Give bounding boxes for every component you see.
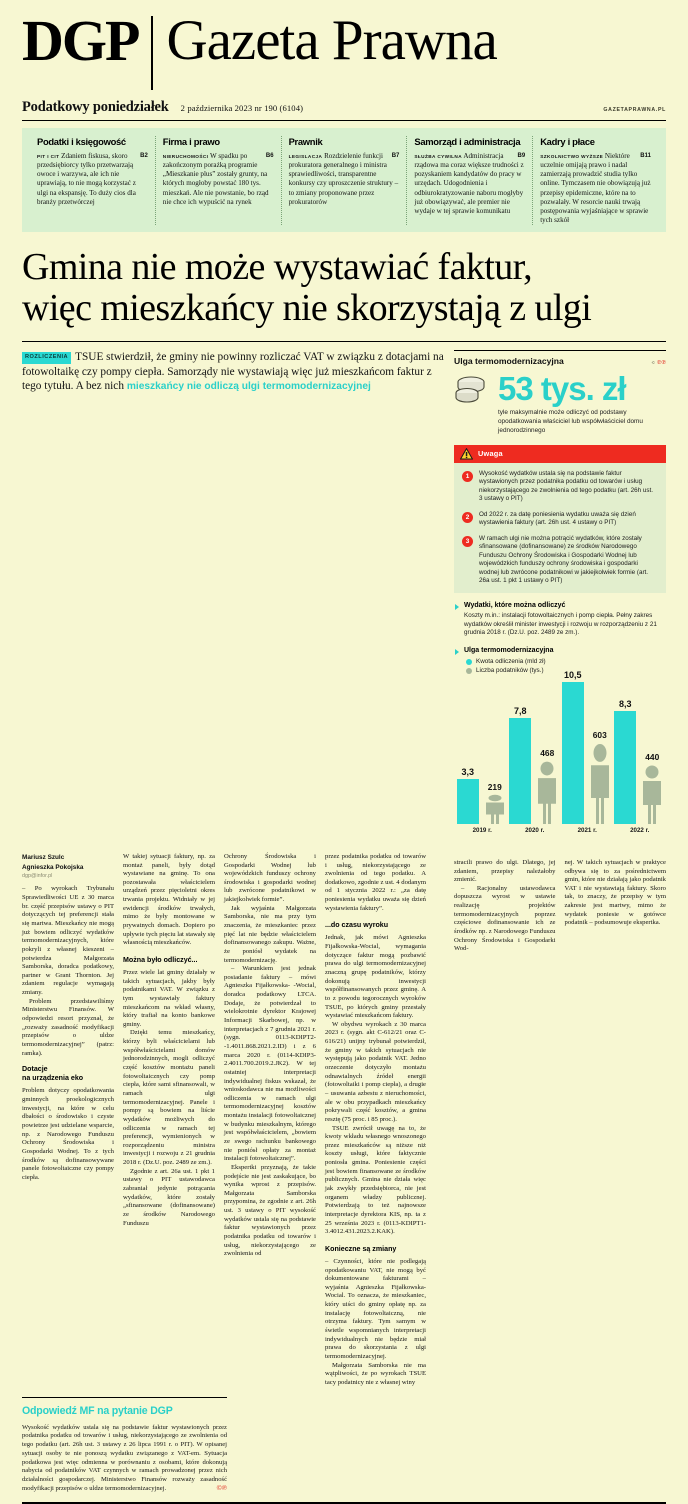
sidebar-infographic bbox=[454, 350, 666, 843]
big-figure-row bbox=[454, 370, 666, 408]
website-logo: GAZETAPRAWNA.PL bbox=[603, 107, 666, 113]
page-ref: B2 bbox=[140, 153, 148, 159]
x-label: 2020 r. bbox=[525, 826, 545, 834]
teaser-body: Zdaniem fiskusa, skoro przedsiębiorcy tylko przetwarzają owoce i warzywa, ale ich nie uprawiają, to nie mogą korzystać z ulgi na ekspansję. To duży cios dla branży przetwórczej bbox=[37, 152, 136, 206]
masthead-rule bbox=[22, 120, 666, 121]
paragraph: Jednak, jak mówi Agnieszka Fijałkowska-Wocial, wymagania dotyczące faktur mogą pozbawić prawa do ulgi termomodernizacyjnej znaczną grupę podatników, którzy dokonują inwestycji współfinansowanych przez gminę. A to z powodu tegorocznych wyroków TSUE, po których gminy przestały wystawiać mieszkańcom faktury. bbox=[325, 934, 426, 1020]
sidebar-trailing-text bbox=[454, 859, 666, 1494]
big-number: 53 tys. zł bbox=[498, 370, 626, 408]
section-teaser-strip bbox=[22, 128, 666, 232]
pictogram-taxpayers bbox=[482, 781, 508, 824]
section-title: Firma i prawo bbox=[162, 136, 220, 147]
pictogram-taxpayers bbox=[639, 751, 665, 824]
pictogram-taxpayers bbox=[587, 729, 613, 824]
big-number-caption: tyle maksymalnie może odliczyć od podstawy opodatkowania właściciel lub współwłaściciel domu jednorodzinnego bbox=[498, 409, 643, 435]
paragraph: Jak wyjaśnia Małgorzata Samborska, nie ma przy tym znaczenia, że mieszkaniec przez pięć lat nie będzie właścicielem dofinansowanego zakupu. Ważne, że poniósł wydatek na termomodernizację. bbox=[224, 904, 316, 964]
logo-dgp: DGP bbox=[22, 8, 139, 73]
sidebar-header bbox=[454, 350, 666, 366]
section-tag: SŁUŻBA CYWILNA bbox=[414, 154, 462, 159]
warning-note bbox=[454, 504, 666, 528]
paragraph: Przez wiele lat gminy działały w takich sytuacjach, jakby były podatnikami VAT. W związku z tym wystawiały faktury mieszkańcom na wkład własny, który trafiał na konto bankowe gminy. bbox=[123, 968, 215, 1028]
paragraph: TSUE zwrócił uwagę na to, że kwoty wkładu własnego wnoszonego przez mieszkańców są niższe niż koszty usługi, które faktycznie poniosła gmina. Poniesienie części jest bowiem finansowane ze środków publicznych. Gmina nie działa więc jak zwykły przedsiębiorca, nie jest organem władzy publicznej. Potwierdzają to też najnowsze interpretacje dyrektora KIS, np. ta z 25 września 2023 r. (0113-KDIPT1-3.4012.431.2023.2.KAK). bbox=[325, 1124, 426, 1236]
article-column-1 bbox=[22, 853, 123, 1388]
paragraph: – Po wyrokach Trybunału Sprawiedliwości UE z 30 marca br. część przepisów ustawy o PIT dotyczących tej preferencji stała się martwa. Mieszkańcy nie mogą już bowiem odliczyć wydatków termomodernizacyjnych, które pokryli z własnej kieszeni – potwierdza Małgorzata Samborska, doradca podatkowy, partner w Grant Thornton. Jej zdaniem regulacje wymagają zmiany. bbox=[22, 885, 114, 997]
byline-author-2: Agnieszka Pokojska bbox=[22, 864, 84, 872]
article-text-zone bbox=[22, 853, 454, 1494]
section-tag: NIERUCHOMOŚCI bbox=[162, 154, 209, 159]
subheading: Konieczne są zmiany bbox=[325, 1244, 397, 1253]
note-number: 1 bbox=[462, 471, 473, 482]
section-teaser-kadry[interactable] bbox=[532, 136, 658, 225]
section-title: Prawnik bbox=[288, 136, 323, 147]
x-label: 2019 r. bbox=[472, 826, 492, 834]
page-ref: B9 bbox=[517, 153, 526, 159]
headline-line-2: więc mieszkańcy nie skorzystają z ulgi bbox=[22, 286, 592, 329]
subheading: Dotacje na urządzenia eko bbox=[22, 1065, 84, 1083]
main-headline[interactable] bbox=[22, 247, 666, 328]
logo-title: Gazeta Prawna bbox=[166, 9, 497, 72]
note-text: Wysokość wydatków ustala się na podstawie faktur wystawionych przez podatnika podatku od towarów i usług niekorzystającego ze zwolnienia od tego podatku (art. 26h ust. 3 ustawy o PIT) bbox=[479, 469, 653, 503]
section-tag: SZKOLNICTWO WYŻSZE bbox=[540, 154, 604, 159]
pictogram-value: 468 bbox=[540, 747, 555, 758]
section-teaser-text bbox=[540, 152, 651, 225]
masthead bbox=[22, 0, 666, 90]
mf-box-title: Odpowiedź MF na pytanie DGP bbox=[22, 1404, 173, 1417]
article-column-2 bbox=[123, 853, 224, 1388]
section-title: Samorząd i administracja bbox=[414, 136, 521, 147]
bar-value: 7,8 bbox=[513, 705, 527, 716]
paragraph: Małgorzata Samborska nie ma wątpliwości, że po wyrokach TSUE tacy podatnicy nie z własnej winy bbox=[325, 1361, 426, 1386]
section-tag: LEGISLACJA bbox=[288, 154, 323, 159]
warning-note bbox=[454, 528, 666, 586]
paragraph: – Racjonalny ustawodawca dopuszcza wyrost w ustawie realizację projektów termomodernizacyjnych poprzez częściowe dofinansowanie ich ze środków np. z Narodowego Funduszu Ochrony Środowiska i Gospodarki Wod- bbox=[454, 884, 556, 953]
mf-box-text: Wysokość wydatków ustala się na podstawie faktur wystawionych przez podatnika podatku od towarów i usług, niekorzystającego ze zwolnienia od tego podatku (art. 26h ust. 3 ustawy z 26 lipca 1991 r. o PIT). W opisanej sytuacji osoby te nie ponoszą wydatku związanego z VAT-em. Sytuacja podatkowa jest więc odmienna w porównaniu z osobami, które dokonują nabycia od podatników VAT czynnych w ramach prowadzonej przez nich działalności gospodarczej. Ministerstwo Finansów rozważy zasadność modyfikacji przepisów o uldze termomodernizacyjnej. ©℗ bbox=[22, 1423, 227, 1492]
deductible-expenses-title: Wydatki, które można odliczyć bbox=[454, 602, 666, 609]
copyright-mark: © ℗℗ bbox=[651, 360, 666, 367]
warning-label: Uwaga bbox=[478, 449, 503, 459]
article-body-3 bbox=[224, 853, 316, 1259]
paragraph: stracili prawo do ulgi. Dlatego, jej zdaniem, przepisy należałoby zmienić. bbox=[454, 858, 556, 884]
section-teaser-podatki[interactable] bbox=[30, 136, 155, 225]
paragraph: Dzięki temu mieszkańcy, którzy byli właścicielami lub współwłaścicielami domów jednorodzinnych, mogli odliczyć część kosztów montażu paneli fotowoltaicznych czy pomp ciepła, które sami sfinansowali, w ramach ulgi termomodernizacyjnej. Panele i pompy są bowiem na liście wydatków możliwych do odliczenia w ramach tej preferencji, wymienionych w rozporządzeniu ministra inwestycji i rozwoju z 21 grudnia 2018 r. (Dz.U. poz. 2489 ze zm.). bbox=[123, 1029, 215, 1167]
chart-legend bbox=[454, 657, 666, 676]
page-ref: B6 bbox=[265, 153, 274, 159]
warning-note bbox=[454, 463, 666, 504]
article-columns bbox=[22, 853, 444, 1388]
chart-section bbox=[454, 647, 666, 844]
legend-item-amount: Kwota odliczenia (mld zł) bbox=[466, 657, 666, 666]
note-text: W ramach ulgi nie można potrącić wydatków, które zostały sfinansowane (dofinansowane) ze środków Narodowego Funduszu Ochrony Środowiska i Gospodarki Wodnej lub wojewódzkich funduszy ochrony środowiska i gospodarki wodnej lub zwrócone podatnikowi w jakiejkolwiek formie (art. 26a ust. 1 pkt 1 ustawy o PIT) bbox=[479, 534, 649, 585]
bar-amount bbox=[509, 705, 531, 824]
lead-body: TSUE stwierdził, że gminy nie powinny rozliczać VAT w związku z dotacjami na fotowoltaikę czy pompy ciepła. Samorządy nie wystawiają więc już mieszkańcom faktur z tego tytułu. A bez nich bbox=[22, 351, 444, 393]
bar-value: 3,3 bbox=[461, 766, 475, 777]
teaser-body: Rozdzielenie funkcji prokuratora generalnego i ministra sprawiedliwości, transparentne konkursy czy uproszczenie struktury – to zmiany proponowane przez prokuratorów bbox=[288, 152, 399, 206]
subheading: ...do czasu wyroku bbox=[325, 921, 389, 930]
bar-value: 10,5 bbox=[563, 669, 582, 680]
article-column-4 bbox=[325, 853, 426, 1388]
paragraph: Problem przedstawiliśmy Ministerstwu Finansów. W odpowiedzi resort przyznał, że „rozważy zasadność modyfikacji przepisów o uldze termomodernizacyjnej” (patrz: ramka). bbox=[22, 997, 114, 1057]
note-text: Od 2022 r. za datę poniesienia wydatku uważa się dzień wystawienia faktury (art. 26h ust. 4 ustawy o PIT) bbox=[479, 510, 636, 527]
chart-x-labels bbox=[456, 827, 666, 834]
paragraph: Ochrony Środowiska i Gospodarki Wodnej lub wojewódzkich funduszy ochrony środowiska i gospodarki wodnej lub zwrócone podatnikowi w jakiejkolwiek formie”. bbox=[224, 852, 316, 904]
chart-group-2020 bbox=[509, 705, 562, 824]
lead-paragraph bbox=[22, 350, 454, 843]
article-column-6 bbox=[565, 859, 667, 1494]
lead-row bbox=[22, 350, 666, 843]
page-ref: B11 bbox=[640, 153, 651, 159]
chart-group-2021 bbox=[561, 669, 614, 824]
chart-group-2019 bbox=[456, 766, 509, 824]
section-tag: PIT I CIT bbox=[37, 154, 60, 159]
article-main bbox=[22, 853, 666, 1494]
lead-text bbox=[22, 350, 444, 393]
warning-bar bbox=[454, 445, 666, 463]
pictogram-value: 603 bbox=[592, 729, 607, 740]
bar-amount bbox=[614, 698, 636, 824]
paragraph: W obydwu wyrokach z 30 marca 2023 r. (sygn. akt C-612/21 oraz C-616/21) unijny trybunał potwierdził, że gminy w takich sytuacjach nie występują jako podatnik VAT. Jedno orzeczenie dotyczyło montażu odnawialnych źródeł energii (fotowoltaiki i pomp ciepła), a drugie – usuwania azbestu z nieruchomości, ale w obu przypadkach mieszkańcy pokrywali część kosztów, a gmina resztę (75 proc. i 85 proc.). bbox=[325, 1020, 426, 1123]
deductible-expenses-text: Koszty m.in.: instalacji fotowoltaicznych i pomp ciepła. Pełny zakres wydatków określił minister inwestycji i rozwoju w rozporządzeniu z 21 grudnia 2018 r. (Dz.U. poz. 2489 ze zm.). bbox=[464, 611, 657, 637]
section-teaser-prawnik[interactable] bbox=[281, 136, 407, 225]
teaser-body: Administracja rządowa ma coraz większe trudności z pozyskaniem kandydatów do pracy w urzędach. Udogodnienia i odbiurokratyzowanie naboru mogłyby już obowiązywać, ale premier nie wydaje w tej sprawie komunikatu bbox=[414, 152, 524, 215]
paragraph: W takiej sytuacji faktury, np. za montaż paneli, były dotąd wystawiane na gminę. To ona pozostawała właścicielem urządzeń przez pięcioletni okres trwania projektu. Widniały w jej ewidencji środków trwałych, mimo że były montowane w prywatnych domach. Dopiero po upływie tych pięciu lat stawały się własnością mieszkańców. bbox=[123, 852, 215, 947]
chart-title: Ulga termomodernizacyjna bbox=[454, 647, 666, 654]
paragraph: Problem dotyczy opodatkowania gminnych proekologicznych inwestycji, na które w celu dbałości o środowisko i czyste powietrze jest udzielane wsparcie, np. z Narodowego Funduszu Ochrony Środowiska i Gospodarki Wodnej. To z tych środków są dofinansowywane panele fotowoltaiczne czy pompy ciepła. bbox=[22, 1087, 114, 1181]
article-body-4 bbox=[325, 853, 426, 1388]
legend-item-taxpayers: Liczba podatników (tys.) bbox=[466, 666, 666, 675]
paragraph: Ekspertki przyznają, że takie podejście nie jest zaskakujące, bo wynika wprost z przepisów. Małgorzata Samborska przypomina, że zgodnie z art. 26h ust. 3 ustawy o PIT wysokość wydatków ustala się na podstawie faktur wystawionych przez podatnika podatku od towarów i usług, niekorzystającego ze zwolnienia od bbox=[224, 1163, 316, 1258]
section-teaser-samorzad[interactable] bbox=[406, 136, 532, 225]
article-column-3 bbox=[224, 853, 325, 1388]
subheading: Można było odliczyć... bbox=[123, 955, 198, 964]
copyright-mark: ©℗ bbox=[216, 1483, 227, 1492]
legend-swatch-icon bbox=[466, 668, 472, 674]
teaser-body: W spadku po zakończonym porażką programie „Mieszkanie plus” zostały grunty, na których mogłoby powstać 180 tys. mieszkań. Ale nie powstanie, bo rząd nie chce ich wypuścić na rynek bbox=[162, 152, 269, 206]
note-number: 3 bbox=[462, 536, 473, 547]
teaser-body: Niektóre uczelnie omijają prawo i nadal zamierzają prowadzić studia tylko online. Tymczasem nie obowiązują już przepisy epidemiczne, które na to pozwalały. W resorcie nauki trwają postępowania wyjaśniające w sprawie tych szkół bbox=[540, 152, 651, 224]
bar-amount bbox=[457, 766, 479, 824]
page-bottom-rule bbox=[22, 1502, 666, 1504]
legend-swatch-icon bbox=[466, 659, 472, 665]
coins-icon bbox=[454, 373, 496, 405]
rubric-badge: ROZLICZENIA bbox=[22, 352, 71, 363]
section-teaser-text bbox=[289, 152, 400, 207]
x-label: 2022 r. bbox=[630, 826, 650, 834]
warning-triangle-icon bbox=[460, 448, 473, 460]
headline-line-1: Gmina nie może wystawiać faktur, bbox=[22, 246, 533, 289]
paragraph: nej. W takich sytuacjach w praktyce odbywa się to za pośrednictwem gmin, które nie działają jako podatnik VAT i nie wystawiają faktury. Skoro tak, to znaczy, że przepisy w tym zakresie jest martwy, mimo że wydatek poniesie w gotówce podatnik – podsumowuje ekspertka. bbox=[564, 858, 666, 927]
section-teaser-text bbox=[163, 152, 274, 207]
paragraph: przez podatnika podatku od towarów i usług, niekorzystającego ze zwolnienia od tego podatku. A dodatkowo, zgodnie z ust. 4 dodanym od 1 stycznia 2022 r.: „za datę poniesienia wydatku uważa się dzień wystawienia faktury”. bbox=[325, 852, 426, 912]
pictogram-value: 219 bbox=[487, 781, 502, 792]
issue-line: 2 października 2023 nr 190 (6104) bbox=[180, 103, 304, 113]
section-title: Podatki i księgowość bbox=[37, 136, 126, 147]
article-body-2 bbox=[123, 853, 215, 1228]
lead-highlight: mieszkańcy nie odliczą ulgi termomodernizacyjnej bbox=[126, 381, 371, 393]
sidebar-title: Ulga termomodernizacyjna bbox=[454, 356, 564, 367]
paragraph: Zgodnie z art. 26a ust. 1 pkt 1 ustawy o PIT ustawodawca zabraniał jedynie potrącania wydatków, które zostały „sfinansowane (dofinansowane) ze środków Narodowego Funduszu bbox=[123, 1167, 215, 1227]
pictogram-taxpayers bbox=[534, 747, 560, 824]
deductible-expenses-section bbox=[454, 602, 666, 638]
bar-amount bbox=[562, 669, 584, 824]
masthead-subrow bbox=[22, 99, 666, 116]
note-number: 2 bbox=[462, 512, 473, 523]
bar-value: 8,3 bbox=[618, 698, 632, 709]
warning-box bbox=[454, 445, 666, 593]
x-label: 2021 r. bbox=[577, 826, 597, 834]
byline-email[interactable]: dgp@infor.pl bbox=[22, 873, 53, 880]
headline-rule bbox=[22, 341, 666, 342]
section-teaser-text bbox=[414, 152, 525, 216]
section-title: Kadry i płace bbox=[540, 136, 595, 147]
section-teaser-text bbox=[37, 152, 148, 207]
pictogram-value: 440 bbox=[645, 751, 660, 762]
paragraph: – Czynności, które nie podlegają opodatkowaniu VAT, nie mogą być dokumentowane fakturami – wyjaśnia Agnieszka Fijałkowska-Wocial. To oznacza, że mieszkaniec, który uiści do gminy opłatę np. za instalację fotowoltaiczną, nie otrzyma faktury. Tym samym w świetle wspomnianych interpretacji indywidualnych nie będzie miał prawa do skorzystania z ulgi termomodernizacyjnej. bbox=[325, 1257, 426, 1360]
section-teaser-firma[interactable] bbox=[155, 136, 281, 225]
logo-divider bbox=[151, 16, 153, 90]
article-body-1 bbox=[22, 885, 114, 1182]
paragraph: – Warunkiem jest jednak posiadanie faktury – mówi Agnieszka Fijałkowska- -Wocial, doradca podatkowy LTCA. Dodaje, że potwierdzał to wielokrotnie dyrektor Krajowej Informacji Skarbowej, np. w interpretacjach z 7 grudnia 2021 r. (sygn. 0113-KDIPT2- -1.4011.868.2021.2.ID) i z 6 marca 2020 r. (0114-KDIP3-2.4011.700.2019.2.JK2). W tej ostatniej interpretacji indywidualnej fiskus wskazał, że wnioskodawca nie ma możliwości odliczenia w ramach ulgi termomodernizacyjnej kosztów montażu instalacji fotowoltaicznej w budynku mieszkalnym, którego jest współwłaścicielem, „bowiem ze swego rachunku bankowego nie poniósł opłaty za montaż instalacji fotowoltaicznej”. bbox=[224, 965, 316, 1163]
article-column-5 bbox=[454, 859, 556, 1494]
mf-response-box bbox=[22, 1397, 227, 1494]
chart-group-2022 bbox=[614, 698, 667, 824]
edition-kicker: Podatkowy poniedziałek bbox=[22, 99, 169, 115]
byline-author-1: Mariusz Szulc bbox=[22, 853, 65, 861]
page-ref: B7 bbox=[391, 153, 400, 159]
